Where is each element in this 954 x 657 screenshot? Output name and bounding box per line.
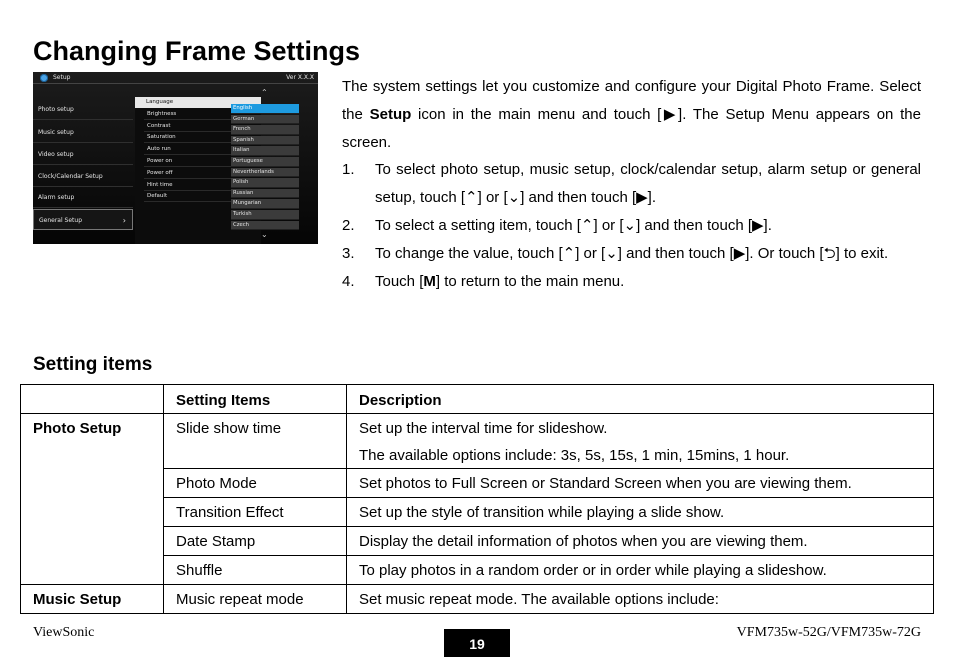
screenshot-submenu-item[interactable]: Hint time bbox=[144, 180, 244, 191]
setting-item-cell: Photo Mode bbox=[164, 469, 347, 498]
screenshot-language-item[interactable]: English bbox=[231, 104, 299, 114]
setting-item-cell: Date Stamp bbox=[164, 527, 347, 556]
gear-icon bbox=[40, 74, 48, 82]
footer-model: VFM735w-52G/VFM735w-72G bbox=[736, 625, 921, 640]
chevron-up-icon: ⌃ bbox=[261, 88, 268, 97]
description-cell: To play photos in a random order or in order while playing a slideshow. bbox=[347, 556, 934, 585]
setup-screenshot bbox=[33, 72, 318, 244]
screenshot-language-item[interactable]: Mungarian bbox=[231, 199, 299, 209]
section-title: Setting items bbox=[33, 354, 153, 375]
setting-item-cell: Transition Effect bbox=[164, 498, 347, 527]
screenshot-menu-item[interactable]: Alarm setup bbox=[33, 187, 133, 208]
screenshot-language-item[interactable]: Turkish bbox=[231, 210, 299, 220]
table-header bbox=[21, 385, 164, 414]
description-cell: Display the detail information of photos when you are viewing them. bbox=[347, 527, 934, 556]
screenshot-submenu-item[interactable]: Auto run bbox=[144, 144, 244, 155]
chevron-down-icon: ⌄ bbox=[261, 230, 268, 239]
page-number: 19 bbox=[444, 629, 510, 657]
table-header: Setting Items bbox=[164, 385, 347, 414]
screenshot-language-item[interactable]: French bbox=[231, 125, 299, 135]
table-row bbox=[21, 414, 934, 469]
step-item: 2. To select a setting item, touch [⌃] or [⌄] and then touch [▶]. bbox=[342, 217, 772, 234]
screenshot-language-item[interactable]: Portuguese bbox=[231, 157, 299, 167]
screenshot-submenu-item[interactable]: Contrast bbox=[144, 121, 244, 132]
category-cell: Music Setup bbox=[21, 585, 164, 614]
setting-item-cell: Shuffle bbox=[164, 556, 347, 585]
description-cell: Set music repeat mode. The available options include: bbox=[347, 585, 934, 614]
table-row bbox=[21, 585, 934, 614]
setup-bold: Setup bbox=[369, 106, 412, 123]
table-header-row bbox=[21, 385, 934, 414]
step-item: 4. Touch [M] to return to the main menu. bbox=[342, 273, 625, 290]
setting-item-cell: Slide show time bbox=[164, 414, 347, 469]
screenshot-language-item[interactable]: German bbox=[231, 115, 299, 125]
settings-table bbox=[20, 384, 934, 614]
description-cell: Set up the style of transition while playing a slide show. bbox=[347, 498, 934, 527]
steps-list bbox=[342, 156, 921, 296]
screenshot-menu-item[interactable]: Video setup bbox=[33, 144, 133, 165]
setting-item-cell: Music repeat mode bbox=[164, 585, 347, 614]
page-title: Changing Frame Settings bbox=[33, 36, 361, 66]
screenshot-submenu-item[interactable]: Power off bbox=[144, 168, 244, 179]
chevron-right-icon: › bbox=[122, 216, 126, 225]
step-item: 3. To change the value, touch [⌃] or [⌄] and then touch [▶]. Or touch [⮌] to exit. bbox=[342, 245, 889, 262]
step-item: 1. To select photo setup, music setup, clock/calendar setup, alarm setup or general setup, touch [⌃] or [⌄] and then touch [▶]. bbox=[342, 161, 921, 206]
screenshot-language-item[interactable]: Polish bbox=[231, 178, 299, 188]
screenshot-menu-item[interactable]: Clock/Calendar Setup bbox=[33, 166, 133, 187]
footer-brand: ViewSonic bbox=[33, 625, 95, 640]
screenshot-language-item[interactable]: Italian bbox=[231, 146, 299, 156]
screenshot-submenu-item[interactable]: Brightness bbox=[144, 109, 244, 120]
screenshot-language-item[interactable]: Nevertherlands bbox=[231, 168, 299, 178]
screenshot-language-item[interactable]: Spanish bbox=[231, 136, 299, 146]
screenshot-submenu-item[interactable]: Saturation bbox=[144, 132, 244, 143]
screenshot-title: Setup bbox=[53, 74, 71, 81]
screenshot-submenu-item[interactable]: Default bbox=[144, 191, 244, 202]
intro-paragraph: The system settings let you customize and configure your Digital Photo Frame. Select the Setup icon in the main menu and touch [▶]. The Setup Menu appears on the screen. bbox=[342, 78, 921, 151]
language-list bbox=[231, 98, 300, 238]
screenshot-version: Ver X.X.X bbox=[286, 74, 314, 81]
screenshot-language-item[interactable]: Russian bbox=[231, 189, 299, 199]
description-cell: Set photos to Full Screen or Standard Screen when you are viewing them. bbox=[347, 469, 934, 498]
screenshot-menu-item[interactable]: Music setup bbox=[33, 122, 133, 143]
screenshot-language-item[interactable]: Czech bbox=[231, 221, 299, 231]
category-cell: Photo Setup bbox=[21, 414, 164, 585]
table-header: Description bbox=[347, 385, 934, 414]
screenshot-topbar bbox=[33, 72, 318, 84]
description-cell: Set up the interval time for slideshow. The available options include: 3s, 5s, 15s, 1 min, 15mins, 1 hour. bbox=[347, 414, 934, 469]
screenshot-submenu-item[interactable]: Language bbox=[135, 97, 261, 108]
screenshot-submenu-item[interactable]: Power on bbox=[144, 156, 244, 167]
screenshot-menu-item[interactable]: General Setup › bbox=[33, 209, 133, 230]
screenshot-menu-item[interactable]: Photo setup bbox=[33, 99, 133, 120]
